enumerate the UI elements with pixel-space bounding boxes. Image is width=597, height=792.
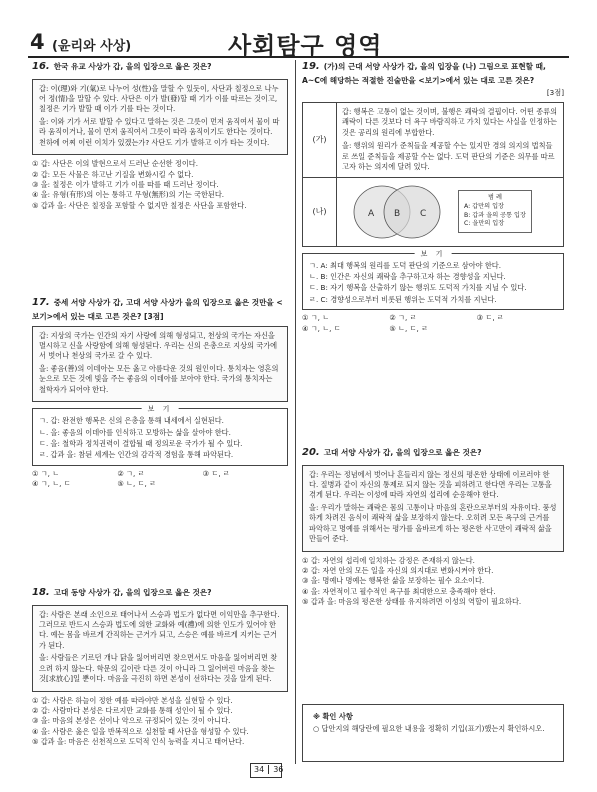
header-rule	[28, 56, 569, 58]
page-total: 36	[273, 765, 284, 774]
passage-box	[32, 605, 288, 692]
option-5[interactable]: ⑤ 갑과 을: 마음의 평온한 상태를 유지하려면 이성의 역할이 필요하다.	[302, 597, 522, 607]
bogi-title: 보 기	[415, 249, 452, 259]
legend-item: C: 을만의 입장	[464, 220, 505, 228]
passage-box	[302, 465, 564, 552]
options	[302, 556, 564, 608]
passage-gap: 갑: 이(理)와 기(氣)로 나누어 성(性)을 말할 수 있듯이, 사단과 칠정으로 나누어 정(情)을 말할 수 있다. 사단은 이가 발(發)할 때 기가 이를 따르는 것이고, 칠정은 기가 발할 때 이가 기를 타는 것이다.	[39, 83, 279, 114]
options	[32, 696, 288, 748]
passage-eul: 을: 사람들은 기르던 개나 닭을 잃어버리면 찾으면서도 마음을 잃어버리면 찾으려 하지 않는다. 학문의 길이란 다른 것이 아니라 그 잃어버린 마음을 찾는 것[求放心]일 뿐이다. 마음을 극진히 하면 본성이 선하다는 것을 알게 된다.	[39, 653, 278, 684]
option-4[interactable]: ④ 을: 사람은 옳은 일을 반복적으로 실천할 때 사단을 형성할 수 있다.	[32, 726, 249, 736]
bogi-item: ㄴ. 을: 좋음의 이데아를 인식하고 모방하는 삶을 살아야 한다.	[39, 427, 231, 437]
bogi-item: ㄴ. B: 인간은 자신의 쾌락을 추구하고자 하는 경향성을 지닌다.	[309, 272, 506, 281]
answer-5[interactable]: ⑤ ㄴ, ㄷ, ㄹ	[389, 323, 429, 333]
question-title: 18. 고대 동양 사상가 갑, 을의 입장으로 옳은 것은?	[32, 587, 212, 598]
bogi-item: ㄷ. B: 자기 행복을 산출하기 않는 행위도 도덕적 가치를 지닐 수 있다.	[309, 283, 527, 293]
answer-2[interactable]: ② ㄱ, ㄹ	[117, 468, 145, 478]
venn-diagram	[342, 182, 452, 242]
page-number	[254, 765, 283, 774]
option-1[interactable]: ① 갑: 자연의 섭리에 일치하는 감정은 존재하지 않는다.	[302, 555, 475, 565]
question-title: 19. (가)의 근대 서양 사상가 갑, 을의 입장을 (나) 그림으로 표현할 때, A~C에 해당하는 적절한 진술만을 <보기>에서 있는 대로 고른 것은?	[302, 61, 546, 85]
question-title: 16. 한국 유교 사상가 갑, 을의 입장으로 옳은 것은?	[32, 61, 212, 72]
question-title: 17. 중세 서양 사상가 갑, 고대 서양 사상가 을의 입장으로 옳은 것만을 <보기>에서 있는 대로 고른 것은? [3점]	[32, 297, 283, 321]
points-label: [3점]	[546, 87, 564, 97]
option-3[interactable]: ③ 을: 명예나 명예는 행복한 삶을 보장하는 필수 요소이다.	[302, 576, 485, 586]
bogi-box	[302, 249, 564, 311]
option-1[interactable]: ① 갑: 사람은 하늘이 정한 예를 따라야만 본성을 실현할 수 있다.	[32, 695, 233, 705]
na-label: (나)	[303, 177, 337, 246]
legend-item: B: 갑과 을의 공통 입장	[464, 211, 527, 219]
answer-1[interactable]: ① ㄱ, ㄴ	[32, 468, 60, 478]
answer-choices	[302, 313, 564, 334]
passage-box	[32, 326, 288, 403]
option-4[interactable]: ④ 을: 자연적이고 필수적인 욕구를 최대한으로 충족해야 한다.	[302, 586, 496, 596]
bogi-box	[32, 405, 288, 466]
page-current: 34	[254, 765, 269, 774]
passage-eul: 을: 이와 기가 서로 발할 수 있다고 말하는 것은 그릇이 먼저 움직여서 물이 따라 움직이거나, 물이 먼저 움직여서 그릇이 따라 움직이기도 한다는 것이다. 천하에 어찌 이런 이치가 있겠는가? 사단도 기가 발하고 이가 타는 것이다.	[39, 116, 280, 147]
answer-1[interactable]: ① ㄱ, ㄴ	[302, 313, 330, 323]
question-20	[302, 446, 564, 608]
bogi-item: ㄱ. A: 최대 행복의 원리를 도덕 판단의 기준으로 삼아야 한다.	[309, 260, 502, 270]
passage-gap: 갑: 지상의 국가는 인간의 자기 사랑에 의해 형성되고, 천상의 국가는 자신을 멸시하고 신을 사랑함에 의해 형성된다. 우리는 신의 은총으로 지상의 국가에서 벗어나 천상의 국가로 갈 수 있다.	[39, 330, 278, 361]
passage-eul: 을: 우리가 말하는 쾌락은 몸의 고통이나 마음의 혼란으로부터의 자유이다. 풍성하게 차려진 음식이 쾌락적 삶을 보장하지 않는다. 오히려 모든 욕구의 근거를 파악하고 명예를 위해서는 평가를 올바르게 하는 평온한 사고만이 쾌락적 삶을 만들어 준다.	[309, 502, 557, 544]
subject-name: (윤리와 사상)	[52, 39, 132, 54]
notice-box	[302, 704, 564, 762]
ga-na-table	[302, 102, 564, 247]
option-2[interactable]: ② 갑: 자연 안의 모든 일을 자신의 의지대로 변화시켜야 한다.	[302, 566, 494, 575]
answer-4[interactable]: ④ ㄱ, ㄴ, ㄷ	[302, 323, 341, 333]
section-number: 4	[30, 30, 45, 54]
question-title: 20. 고대 서양 사상가 갑, 을의 입장으로 옳은 것은?	[302, 447, 482, 458]
option-4[interactable]: ④ 을: 유형(有形)의 이는 통하고 무형(無形)의 기는 국한된다.	[32, 190, 225, 200]
bogi-item: ㄱ. 갑: 완전한 행복은 신의 은총을 통해 내세에서 실현된다.	[39, 416, 224, 426]
passage-eul: 을: 좋음(善)의 이데아는 모든 옳고 아름다운 것의 원인이다. 통치자는 영혼의 눈으로 모든 것에 빛을 주는 좋음의 이데아를 보아야 한다. 국가의 통치자는 철학자가 되어야 한다.	[39, 363, 279, 394]
circle-label-c: C	[420, 208, 427, 219]
option-3[interactable]: ③ 을: 마음의 본성은 선이나 악으로 규정되어 있는 것이 아니다.	[32, 716, 231, 726]
page-title: 사회탐구 영역	[228, 32, 383, 60]
option-2[interactable]: ② 갑: 사람마다 본성은 다르지만 교화를 통해 성인이 될 수 있다.	[32, 706, 233, 715]
question-17	[32, 296, 288, 490]
question-18	[32, 586, 288, 748]
notice-text: ○ 답안지의 해당란에 필요한 내용을 정확히 기입(표기)했는지 확인하시오.	[313, 723, 545, 733]
legend-item: A: 갑만의 입장	[464, 202, 505, 210]
legend-title: 범 례	[488, 194, 502, 202]
question-19	[302, 60, 564, 334]
passage-eul: 을: 행위의 원리가 준칙들을 제공할 수는 있지만 경의 의지의 법칙들로 쓰일 준칙들을 제공할 수는 없다. 도덕 판단의 기준은 의무를 따르고자 하는 의지에 달려 있다.	[342, 141, 555, 172]
passage-gap: 갑: 우리는 정념에서 벗어나 흔들리지 않는 정신의 평온한 상태에 이르러야 한다. 질병과 같이 자신의 통제로 되지 않는 것을 피하려고 한다면 우리는 고통을 겪게 된다. 우리는 이성에 따라 자연의 섭리에 순응해야 한다.	[309, 469, 552, 500]
circle-label-a: A	[368, 208, 375, 219]
legend-box	[458, 190, 532, 233]
option-5[interactable]: ⑤ 갑과 을: 마음은 선천적으로 도덕적 인식 능력을 지니고 태어난다.	[32, 737, 245, 747]
bogi-title: 보 기	[142, 404, 179, 414]
bogi-item: ㄹ. C: 경향성으로부터 비롯된 행위는 도덕적 가치를 지닌다.	[309, 294, 497, 304]
ga-passage	[337, 103, 563, 177]
circle-label-b: B	[394, 208, 401, 219]
question-16	[32, 60, 288, 211]
na-diagram	[337, 177, 563, 246]
option-3[interactable]: ③ 을: 칠정은 이가 발하고 기가 이를 따를 때 드러난 정이다.	[32, 180, 219, 189]
ga-label: (가)	[303, 103, 337, 177]
answer-3[interactable]: ③ ㄷ, ㄹ	[202, 468, 230, 478]
answer-3[interactable]: ③ ㄷ, ㄹ	[476, 313, 504, 323]
passage-gap: 갑: 행복은 고통이 없는 것이며, 불행은 쾌락의 결핍이다. 어떤 종류의 쾌락이 다른 것보다 더 욕구 바람직하고 가치 있다는 사실을 인정하는 것은 공리의 원리에 부합한다.	[342, 106, 558, 137]
option-1[interactable]: ① 갑: 사단은 이의 발현으로서 드러난 순선한 정이다.	[32, 159, 199, 169]
passage-box	[32, 79, 288, 156]
column-divider	[295, 60, 296, 764]
options	[32, 159, 288, 211]
answer-2[interactable]: ② ㄱ, ㄹ	[389, 313, 417, 323]
bogi-item: ㄷ. 을: 철학과 정치권력이 결합될 때 정의로운 국가가 될 수 있다.	[39, 439, 243, 448]
option-2[interactable]: ② 갑: 모든 사물은 하고난 기질을 변화시킬 수 없다.	[32, 169, 194, 179]
option-5[interactable]: ⑤ 갑과 을: 사단은 칠정을 포함할 수 없지만 칠정은 사단을 포함한다.	[32, 200, 247, 210]
answer-choices	[32, 469, 288, 490]
answer-4[interactable]: ④ ㄱ, ㄴ, ㄷ	[32, 479, 71, 489]
passage-gap: 갑: 사람은 본래 소인으로 태어나서 스승과 법도가 없다면 이익만을 추구한다. 그러므로 반드시 스승과 법도에 의한 교화와 예(禮)에 의한 인도가 있어야 한다. 예는 몸을 바르게 간직하는 근거가 되고, 스승은 예를 바르게 지키는 근거가 된다.	[39, 609, 280, 650]
answer-5[interactable]: ⑤ ㄴ, ㄷ, ㄹ	[117, 479, 157, 489]
bogi-item: ㄹ. 갑과 을: 참된 세계는 인간의 감각적 경험을 통해 파악된다.	[39, 450, 234, 460]
notice-title: ※ 확인 사항	[313, 712, 353, 721]
